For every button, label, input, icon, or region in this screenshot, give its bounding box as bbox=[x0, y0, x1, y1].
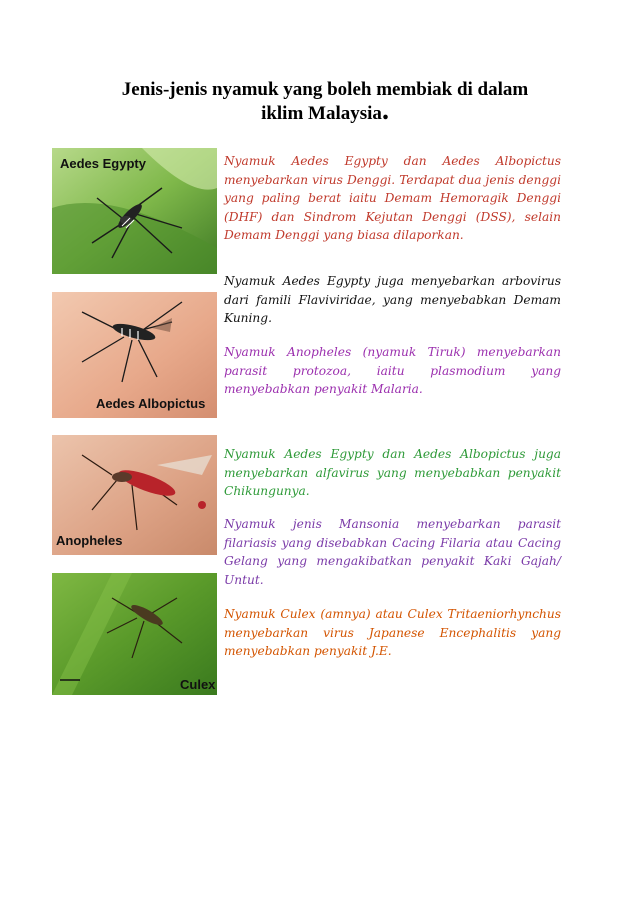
image-caption: Anopheles bbox=[56, 533, 123, 548]
anopheles-photo bbox=[52, 435, 217, 555]
title-period: . bbox=[381, 95, 389, 126]
paragraph-demam-kuning: Nyamuk Aedes Egypty juga menyebarkan arbovirus dari famili Flaviviridae, yang menyebabkan Demam Kuning. bbox=[224, 274, 561, 326]
title-line-2-text: iklim Malaysia bbox=[261, 103, 382, 124]
paragraph-malaria: Nyamuk Anopheles (nyamuk Tiruk) menyebarkan parasit protozoa, iaitu plasmodium yang menyebabkan penyakit Malaria. bbox=[224, 345, 561, 397]
image-caption: Aedes Albopictus bbox=[96, 396, 206, 411]
title-line-1: Jenis-jenis nyamuk yang boleh membiak di dalam bbox=[121, 79, 529, 100]
title-line-2 bbox=[60, 95, 590, 126]
paragraph-chikungunya: Nyamuk Aedes Egypty dan Aedes Albopictus juga menyebarkan alfavirus yang menyebabkan penyakit Chikungunya. bbox=[224, 447, 561, 499]
paragraph-je: Nyamuk Culex (amnya) atau Culex Tritaeniorhynchus menyebarkan virus Japanese Encephalitis yang menyebabkan penyakit J.E. bbox=[224, 607, 561, 659]
paragraph-kaki-gajah: Nyamuk jenis Mansonia menyebarkan parasit filariasis yang disebabkan Cacing Filaria atau Cacing Gelang yang mengakibatkan penyakit Kaki Gajah/ Untut. bbox=[224, 517, 561, 587]
aedes-egypty-photo bbox=[52, 148, 217, 274]
aedes-albopictus-photo bbox=[52, 292, 217, 418]
culex-photo bbox=[52, 573, 217, 695]
image-caption: Culex bbox=[180, 677, 216, 692]
image-caption: Aedes Egypty bbox=[60, 156, 146, 171]
page-title bbox=[60, 78, 590, 126]
paragraph-denggi: Nyamuk Aedes Egypty dan Aedes Albopictus menyebarkan virus Denggi. Terdapat dua jenis denggi yang paling berat iaitu Demam Hemoragik Denggi (DHF) dan Sindrom Kejutan Denggi (DSS), selain Demam Denggi yang biasa dilaporkan. bbox=[224, 154, 561, 243]
